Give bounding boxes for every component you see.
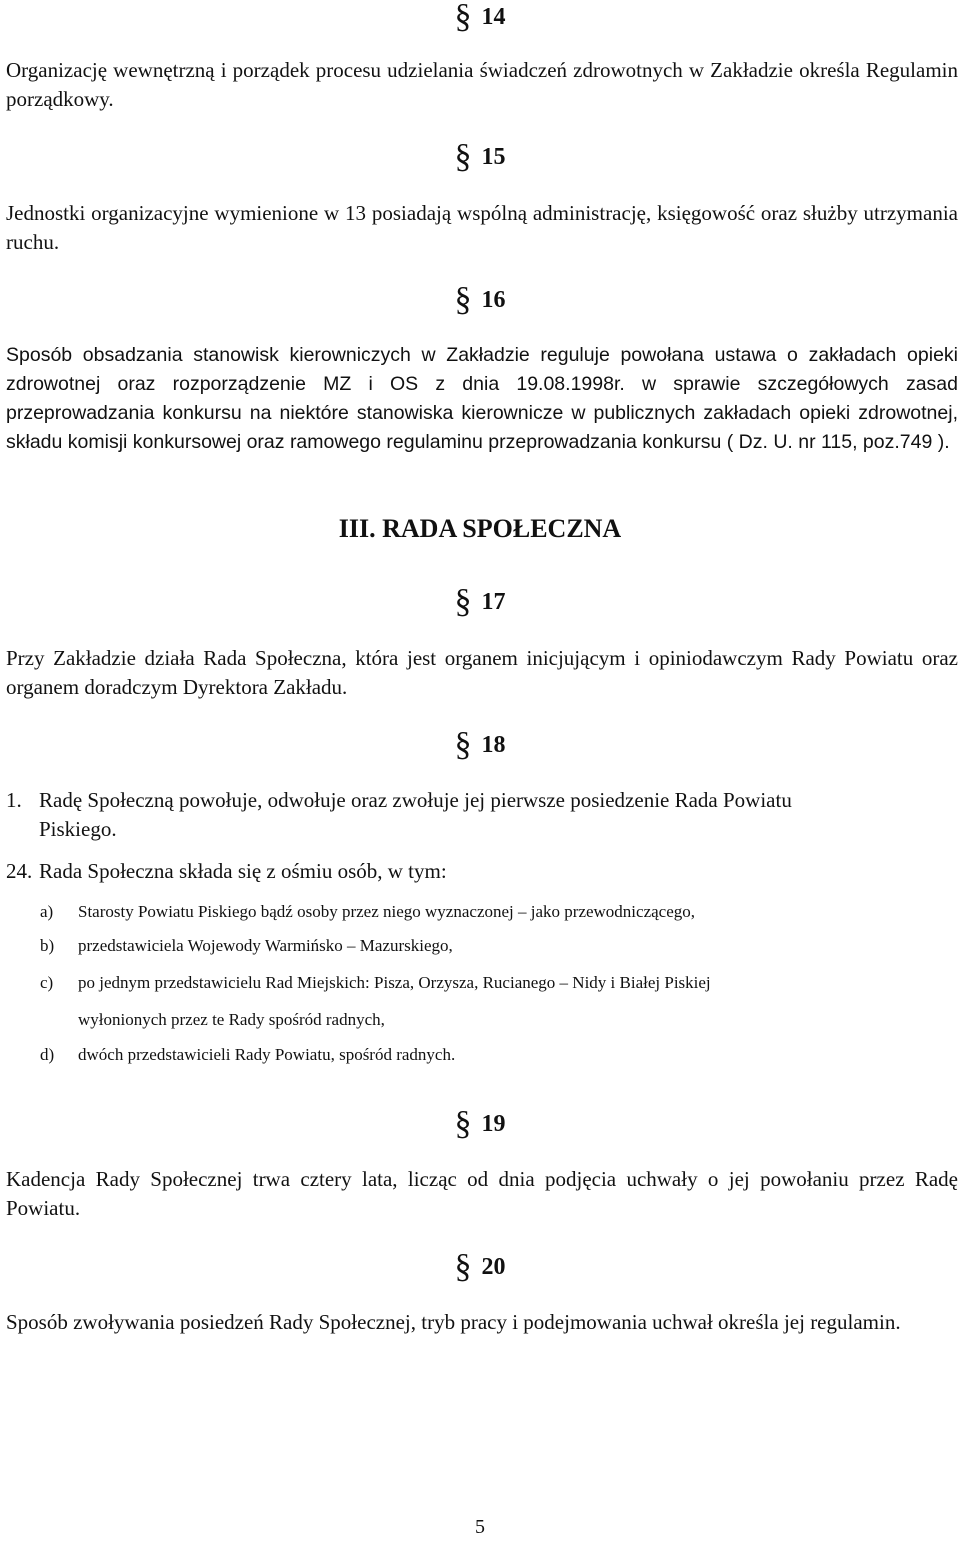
section-heading-15	[0, 140, 960, 174]
list-item	[40, 933, 958, 959]
section-17-text: Przy Zakładzie działa Rada Społeczna, która jest organem inicjującym i opiniodawczym Rady Powiatu oraz organem doradczym Dyrektora Zakładu.	[6, 646, 958, 699]
section-20-text: Sposób zwoływania posiedzeń Rady Społecznej, tryb pracy i podejmowania uchwał określa jej regulamin.	[6, 1310, 901, 1334]
list-item-text: dwóch przedstawicieli Rady Powiatu, spośród radnych.	[78, 1045, 456, 1064]
point-text: Radę Społeczną powołuje, odwołuje oraz zwołuje jej pierwsze posiedzenie Rada Powiatu	[39, 788, 792, 812]
point-text: Rada Społeczna składa się z ośmiu osób, w tym:	[39, 859, 447, 883]
section-19-text: Kadencja Rady Społecznej trwa cztery lata, licząc od dnia podjęcia uchwały o jej powołaniu przez Radę Powiatu.	[6, 1167, 958, 1220]
section-symbol: §	[454, 726, 472, 763]
list-item-text: przedstawiciela Wojewody Warmińsko – Mazurskiego,	[78, 936, 453, 955]
section-symbol: §	[454, 0, 472, 35]
list-marker: c)	[40, 973, 54, 992]
section-symbol: §	[454, 1105, 472, 1142]
section-number: 19	[481, 1111, 506, 1137]
section-18-point-1	[6, 786, 958, 815]
section-number: 15	[481, 144, 506, 170]
section-heading-17	[0, 585, 960, 619]
section-15-text: Jednostki organizacyjne wymienione w 13 posiadają wspólną administrację, księgowość oraz służby utrzymania ruchu.	[6, 201, 958, 254]
list-item	[40, 899, 958, 925]
chapter-title: III. RADA SPOŁECZNA	[338, 514, 622, 543]
section-number: 16	[481, 287, 506, 313]
section-symbol: §	[454, 281, 472, 318]
section-number: 20	[481, 1254, 506, 1280]
section-heading-18	[0, 728, 960, 762]
section-symbol: §	[454, 138, 472, 175]
section-heading-20	[0, 1250, 960, 1284]
section-number: 14	[481, 4, 506, 30]
section-number: 17	[481, 589, 506, 615]
section-16-text: Sposób obsadzania stanowisk kierowniczych w Zakładzie reguluje powołana ustawa o zakładach opieki zdrowotnej oraz rozporządzenie MZ i OS z dnia 19.08.1998r. w sprawie szczegółowych zasad przeprowadzania konkursu na niektóre stanowiska kierownicze w publicznych zakładach opieki zdrowotnej, składu komisji konkursowej oraz ramowego regulaminu przeprowadzania konkursu ( Dz. U. nr 115, poz.749 ).	[6, 344, 958, 453]
section-18-point-1-continued: Piskiego.	[39, 817, 117, 841]
section-heading-16	[0, 283, 960, 317]
section-symbol: §	[454, 583, 472, 620]
list-marker: b)	[40, 936, 55, 955]
list-item-text-continued: wyłonionych przez te Rady spośród radnych,	[78, 1010, 385, 1029]
point-number: 24.	[6, 859, 33, 883]
section-heading-19	[0, 1107, 960, 1141]
section-18-point-2	[6, 857, 958, 886]
list-marker: a)	[40, 902, 54, 921]
list-item-text: po jednym przedstawicielu Rad Miejskich: Pisza, Orzysza, Rucianego – Nidy i Białej Piskiej	[78, 973, 711, 992]
point-number: 1.	[6, 788, 22, 812]
page-number: 5	[475, 1516, 485, 1538]
list-item	[40, 970, 958, 996]
list-marker: d)	[40, 1045, 55, 1064]
section-14-text: Organizację wewnętrzną i porządek procesu udzielania świadczeń zdrowotnych w Zakładzie określa Regulamin porządkowy.	[6, 58, 958, 111]
list-item-text: Starosty Powiatu Piskiego bądź osoby przez niego wyznaczonej – jako przewodniczącego,	[78, 902, 696, 921]
list-item	[40, 1042, 958, 1068]
section-number: 18	[481, 732, 506, 758]
section-heading-14	[0, 0, 960, 34]
section-symbol: §	[454, 1248, 472, 1285]
